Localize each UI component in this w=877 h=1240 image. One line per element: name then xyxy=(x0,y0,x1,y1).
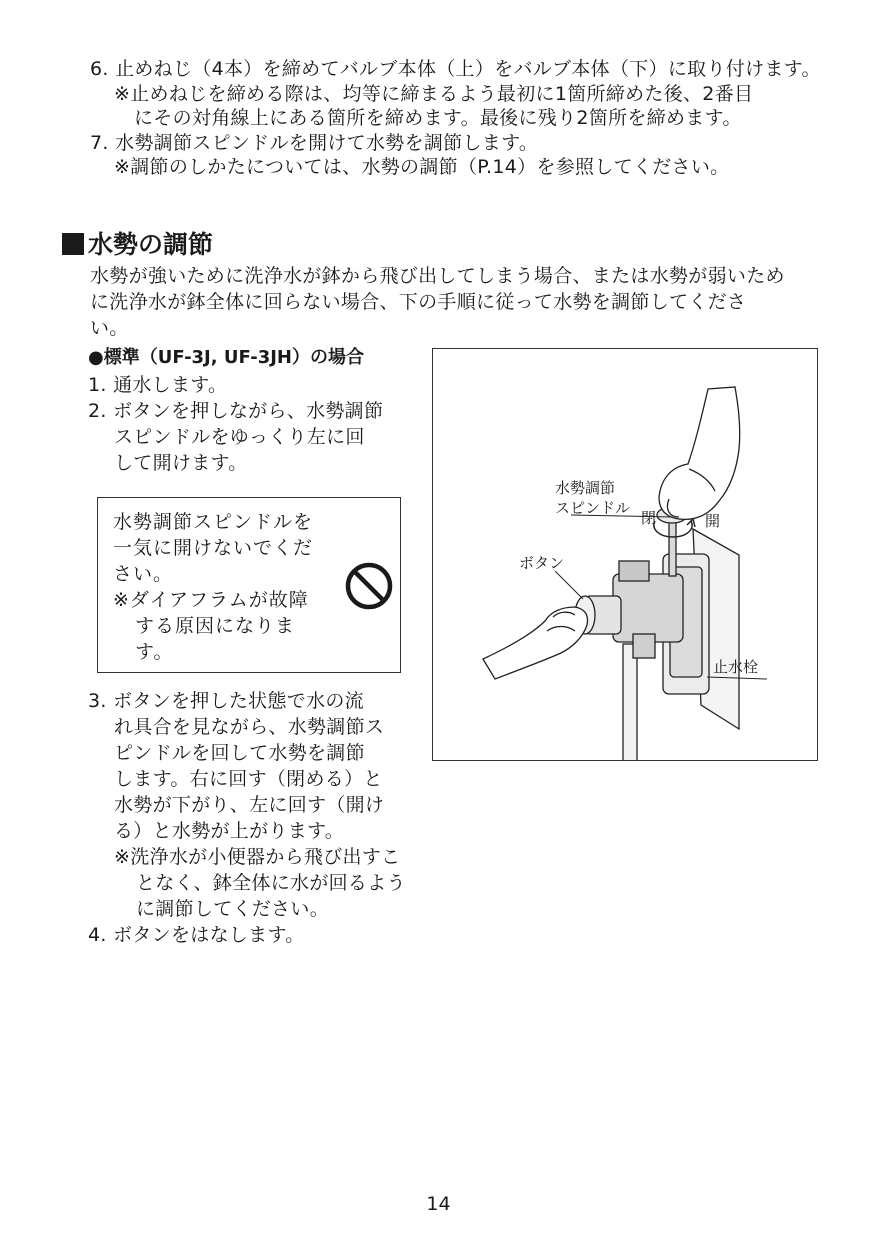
step-6-note-1: ※止めねじを締める際は、均等に締まるよう最初に1箇所締めた後、2番目 xyxy=(114,83,754,105)
caution-line-5: する原因になりま xyxy=(135,615,296,637)
step-2-text-cont-2: して開けます。 xyxy=(114,452,248,474)
step-3-text-cont-1: れ具合を見ながら、水勢調節ス xyxy=(114,716,385,738)
step-6-text: 6. 止めねじ（4本）を締めてバルブ本体（上）をバルブ本体（下）に取り付けます。 xyxy=(90,58,821,80)
step-4-text: 4. ボタンをはなします。 xyxy=(88,924,305,946)
caution-line-6: す。 xyxy=(135,641,174,663)
step-2-text-cont-1: スピンドルをゆっくり左に回 xyxy=(114,426,365,448)
step-3-note-1: ※洗浄水が小便器から飛び出すこ xyxy=(114,846,401,868)
step-3-text-cont-5: る）と水勢が上がります。 xyxy=(114,820,345,842)
valve-adjustment-figure xyxy=(432,348,818,761)
caution-line-1: 水勢調節スピンドルを xyxy=(113,511,314,533)
step-2-text: 2. ボタンを押しながら、水勢調節 xyxy=(88,400,384,422)
caution-line-2: 一気に開けないでくだ xyxy=(113,537,314,559)
section-title xyxy=(62,229,213,261)
square-bullet-icon xyxy=(62,233,84,255)
step-7-text: 7. 水勢調節スピンドルを開けて水勢を調節します。 xyxy=(90,132,539,154)
step-3-text-cont-3: します。右に回す（閉める）と xyxy=(114,768,383,790)
page-number: 14 xyxy=(426,1193,451,1215)
caution-line-3: さい。 xyxy=(113,563,174,585)
stopcock-label: 止水栓 xyxy=(713,658,759,676)
section-description-1: 水勢が強いために洗浄水が鉢から飛び出してしまう場合、または水勢が弱いため xyxy=(90,265,785,287)
step-6-note-2: にその対角線上にある箇所を締めます。最後に残り2箇所を締めます。 xyxy=(134,107,742,129)
spindle-label-line-2: スピンドル xyxy=(555,499,631,517)
section-description-2: に洗浄水が鉢全体に回らない場合、下の手順に従って水勢を調節してくださ xyxy=(90,291,747,313)
step-3-note-3: に調節してください。 xyxy=(136,898,330,920)
button-label: ボタン xyxy=(519,554,565,572)
step-1-text: 1. 通水します。 xyxy=(88,374,228,396)
step-3-note-2: となく、鉢全体に水が回るよう xyxy=(136,872,406,894)
step-3-text-cont-4: 水勢が下がり、左に回す（開け xyxy=(114,794,385,816)
step-7-note: ※調節のしかたについては、水勢の調節（P.14）を参照してください。 xyxy=(114,156,730,178)
subheading: ●標準（UF-3J, UF-3JH）の場合 xyxy=(88,347,364,368)
caution-box xyxy=(97,497,401,673)
section-description-3: い。 xyxy=(90,317,129,339)
valve-illustration xyxy=(433,349,818,761)
spindle-label-line-1: 水勢調節 xyxy=(555,479,616,497)
step-3-text-cont-2: ピンドルを回して水勢を調節 xyxy=(114,742,365,764)
caution-line-4: ※ダイアフラムが故障 xyxy=(113,589,309,611)
open-label: 開 xyxy=(705,512,721,530)
prohibition-icon xyxy=(344,561,394,611)
close-label: 閉 xyxy=(641,509,657,527)
section-title-text: 水勢の調節 xyxy=(88,230,214,259)
step-3-text: 3. ボタンを押した状態で水の流 xyxy=(88,690,364,712)
